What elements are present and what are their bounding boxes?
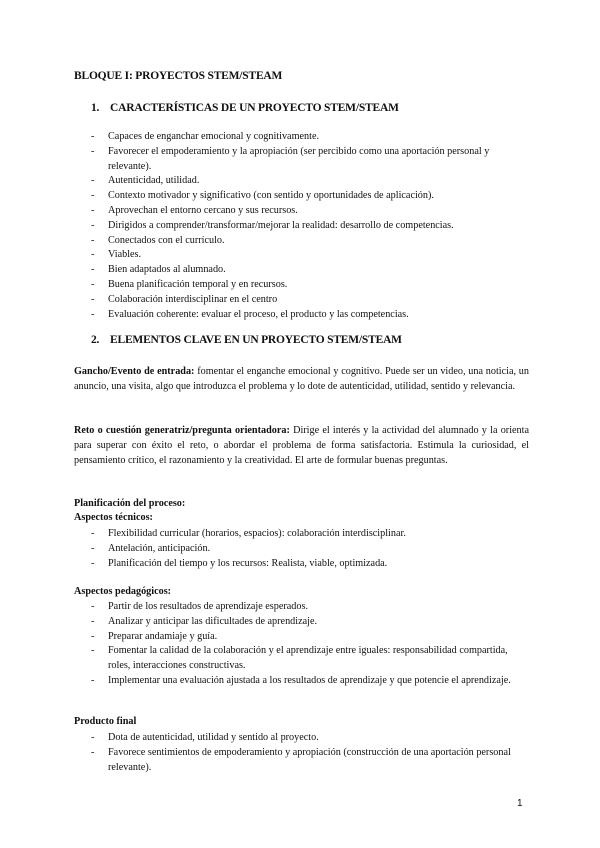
producto-final-list bbox=[91, 731, 529, 775]
list-item: - Partir de los resultados de aprendizaje esperados. bbox=[91, 600, 529, 615]
list-item: - Viables. bbox=[91, 248, 529, 263]
planificacion-title: Planificación del proceso: bbox=[74, 498, 186, 509]
list-item: - Buena planificación temporal y en recursos. bbox=[91, 278, 529, 293]
section-2-number: 2. bbox=[91, 334, 100, 346]
list-item: - Aprovechan el entorno cercano y sus recursos. bbox=[91, 204, 529, 219]
list-item: - Analizar y anticipar las dificultades de aprendizaje. bbox=[91, 615, 529, 630]
gancho-paragraph bbox=[74, 364, 529, 394]
list-item: - Autenticidad, utilidad. bbox=[91, 174, 529, 189]
section-1-number: 1. bbox=[91, 102, 100, 114]
list-item: - Dota de autenticidad, utilidad y sentido al proyecto. bbox=[91, 731, 529, 746]
reto-label: Reto o cuestión generatriz/pregunta orientadora: bbox=[74, 425, 290, 436]
reto-paragraph bbox=[74, 423, 529, 469]
list-item: - Implementar una evaluación ajustada a los resultados de aprendizaje y que potencie el aprendizaje. bbox=[91, 674, 529, 689]
list-item: - Colaboración interdisciplinar en el centro bbox=[91, 293, 529, 308]
gancho-label: Gancho/Evento de entrada: bbox=[74, 366, 195, 377]
list-item: - Planificación del tiempo y los recursos: Realista, viable, optimizada. bbox=[91, 557, 529, 572]
list-item: - Favorecer el empoderamiento y la apropiación (ser percibido como una aportación personal y relevante). bbox=[91, 145, 529, 175]
block-title: BLOQUE I: PROYECTOS STEM/STEAM bbox=[74, 70, 283, 82]
aspectos-pedagogicos-list bbox=[91, 600, 529, 689]
section-1-title: CARACTERÍSTICAS DE UN PROYECTO STEM/STEAM bbox=[110, 102, 399, 114]
list-item: - Antelación, anticipación. bbox=[91, 542, 529, 557]
aspectos-tecnicos-title: Aspectos técnicos: bbox=[74, 512, 153, 523]
list-item: - Bien adaptados al alumnado. bbox=[91, 263, 529, 278]
list-item: - Evaluación coherente: evaluar el proceso, el producto y las competencias. bbox=[91, 308, 529, 323]
aspectos-pedagogicos-title: Aspectos pedagógicos: bbox=[74, 586, 172, 597]
page-number: 1 bbox=[517, 798, 523, 809]
list-item: - Flexibilidad curricular (horarios, espacios): colaboración interdisciplinar. bbox=[91, 527, 529, 542]
list-item: - Conectados con el currículo. bbox=[91, 234, 529, 249]
list-item: - Contexto motivador y significativo (con sentido y oportunidades de aplicación). bbox=[91, 189, 529, 204]
list-item: - Fomentar la calidad de la colaboración y el aprendizaje entre iguales: responsabilidad compartida, roles, interacciones constructivas. bbox=[91, 644, 529, 674]
reto-text: Dirige el interés y la actividad del alumnado y la orienta para superar con éxito el reto, o abordar el problema de forma satisfactoria. Estimula la curiosidad, el pensamiento crítico, el razonamiento y la creatividad. El arte de formular buenas preguntas. bbox=[74, 425, 529, 467]
section-1-heading bbox=[91, 102, 399, 114]
gancho-text: fomentar el enganche emocional y cognitivo. Puede ser un video, una noticia, un anuncio, una visita, algo que introduzca el problema y lo dote de autenticidad, utilidad, sentido y relevancia. bbox=[74, 366, 529, 393]
section-2-heading bbox=[91, 334, 402, 346]
section-2-title: ELEMENTOS CLAVE EN UN PROYECTO STEM/STEAM bbox=[110, 334, 402, 346]
list-item: - Favorece sentimientos de empoderamiento y apropiación (construcción de una aportación personal relevante). bbox=[91, 746, 529, 776]
list-item: - Preparar andamiaje y guía. bbox=[91, 630, 529, 645]
section-1-list bbox=[91, 130, 529, 322]
aspectos-tecnicos-list bbox=[91, 527, 529, 571]
producto-final-title: Producto final bbox=[74, 716, 137, 727]
list-item: - Capaces de enganchar emocional y cognitivamente. bbox=[91, 130, 529, 145]
list-item: - Dirigidos a comprender/transformar/mejorar la realidad: desarrollo de competencias. bbox=[91, 219, 529, 234]
